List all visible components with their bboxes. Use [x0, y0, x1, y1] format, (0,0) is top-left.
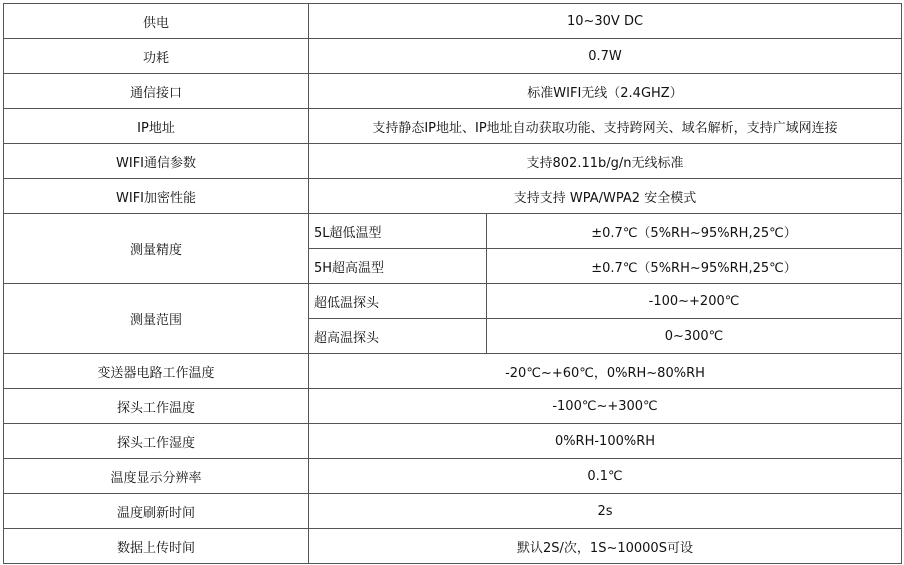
row-value: 0%RH-100%RH: [309, 424, 902, 459]
row-label: 温度显示分辨率: [4, 459, 309, 494]
row-label: IP地址: [4, 109, 309, 144]
row-value: 支持支持 WPA/WPA2 安全模式: [309, 179, 902, 214]
table-row: [4, 389, 902, 424]
spec-table: [3, 3, 902, 564]
row-value: ±0.7℃（5%RH~95%RH,25℃）: [487, 214, 902, 249]
row-label: WIFI加密性能: [4, 179, 309, 214]
row-value: 标准WIFI无线（2.4GHZ）: [309, 74, 902, 109]
table-row: [4, 459, 902, 494]
table-row: [4, 39, 902, 74]
row-value: 支持802.11b/g/n无线标准: [309, 144, 902, 179]
row-value: 0~300℃: [487, 319, 902, 354]
row-value: -100℃~+300℃: [309, 389, 902, 424]
row-label: 供电: [4, 4, 309, 39]
table-row: [4, 529, 902, 564]
row-label: 通信接口: [4, 74, 309, 109]
row-value: ±0.7℃（5%RH~95%RH,25℃）: [487, 249, 902, 284]
table-row: [4, 284, 902, 319]
row-sublabel: 5H超高温型: [309, 249, 487, 284]
row-label: 温度刷新时间: [4, 494, 309, 529]
table-row: [4, 494, 902, 529]
row-label: WIFI通信参数: [4, 144, 309, 179]
table-row: [4, 354, 902, 389]
row-sublabel: 5L超低温型: [309, 214, 487, 249]
table-row: [4, 4, 902, 39]
row-value: 2s: [309, 494, 902, 529]
row-value: 10~30V DC: [309, 4, 902, 39]
row-label: 数据上传时间: [4, 529, 309, 564]
table-row: [4, 179, 902, 214]
table-row: [4, 214, 902, 249]
table-row: [4, 74, 902, 109]
row-value: 默认2S/次，1S~10000S可设: [309, 529, 902, 564]
row-sublabel: 超低温探头: [309, 284, 487, 319]
row-value: 支持静态IP地址、IP地址自动获取功能、支持跨网关、域名解析，支持广域网连接: [309, 109, 902, 144]
row-label: 变送器电路工作温度: [4, 354, 309, 389]
table-row: [4, 144, 902, 179]
row-label: 功耗: [4, 39, 309, 74]
row-label: 测量范围: [4, 284, 309, 354]
table-row: [4, 109, 902, 144]
row-sublabel: 超高温探头: [309, 319, 487, 354]
row-value: 0.1℃: [309, 459, 902, 494]
row-label: 探头工作湿度: [4, 424, 309, 459]
table-row: [4, 424, 902, 459]
row-value: -20℃~+60℃，0%RH~80%RH: [309, 354, 902, 389]
row-label: 探头工作温度: [4, 389, 309, 424]
row-label: 测量精度: [4, 214, 309, 284]
row-value: -100~+200℃: [487, 284, 902, 319]
row-value: 0.7W: [309, 39, 902, 74]
